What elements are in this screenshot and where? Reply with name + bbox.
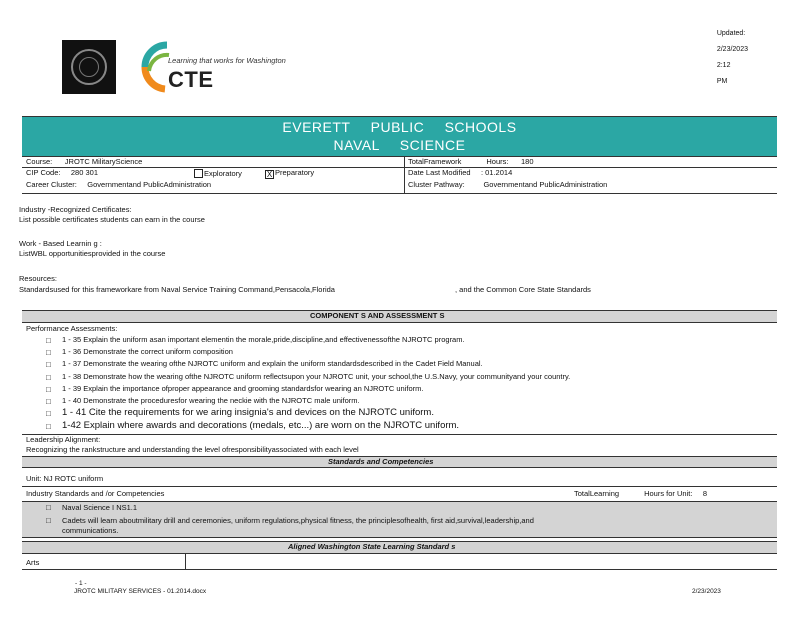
unit-bottom-line (22, 486, 777, 487)
bullet-icon: □ (46, 373, 51, 382)
course-value: JROTC MilitaryScience (64, 157, 143, 166)
date-modified-label: Date Last Modified (408, 168, 471, 177)
updated-label: Updated: (716, 30, 746, 38)
cip-field (26, 169, 98, 178)
hours-label: Hours: (486, 157, 509, 166)
framework-hours-field (408, 158, 534, 167)
updated-date: 2/23/2023 (716, 46, 748, 54)
career-cluster-label: Career Cluster: (26, 180, 77, 189)
cte-tagline: Learning that works for Washington (168, 56, 286, 65)
bullet-icon: □ (46, 422, 51, 431)
exploratory-checkbox[interactable] (194, 169, 203, 178)
preparatory-option[interactable] (265, 169, 314, 179)
assessment-item: 1 - 35 Explain the uniform asan important elementin the morale,pride,discipline,and effectivenessofthe NJROTC program. (62, 335, 465, 344)
date-modified-field (408, 169, 512, 178)
total-learning-hours-field (574, 490, 707, 499)
footer-document-name: JROTC MILITARY SERVICES - 01.2014.docx (74, 588, 207, 595)
assessment-item: 1 - 36 Demonstrate the correct uniform composition (62, 347, 233, 356)
career-cluster-field (26, 181, 211, 190)
aligned-standards-bar (22, 541, 777, 554)
bullet-icon: □ (46, 397, 51, 406)
course-field (26, 158, 142, 167)
banner-title-line1: EVERETT PUBLIC SCHOOLS (282, 119, 517, 135)
naval-science-item: communications. (62, 526, 119, 535)
leadership-text: Recognizing the rankstructure and understanding the level ofresponsibilityassociated with each level (26, 445, 359, 454)
hours-value: 180 (520, 157, 534, 166)
unit-hours-value: 8 (702, 489, 708, 498)
footer-page-number: - 1 - (75, 580, 87, 587)
cluster-pathway-label: Cluster Pathway: (408, 180, 465, 189)
bullet-icon: □ (46, 385, 51, 394)
assessment-item: 1 - 40 Demonstrate the proceduresfor wearing the neckie with the NJROTC male uniform. (62, 396, 360, 405)
leadership-top-line (22, 434, 777, 435)
assessment-item: 1 - 41 Cite the requirements for we aring insignia's and devices on the NJROTC uniform. (62, 407, 434, 418)
leadership-heading: Leadership Alignment: (26, 435, 101, 444)
preparatory-checkbox[interactable]: X (266, 170, 273, 179)
assessment-item: 1-42 Explain where awards and decorations (medals, etc...) are worn on the NJROTC uniform. (62, 420, 460, 431)
title-banner (22, 116, 777, 157)
performance-assessments-heading: Performance Assessments: (26, 324, 118, 333)
bullet-icon: □ (46, 360, 51, 369)
components-assessments-bar (22, 310, 777, 323)
work-based-text: ListWBL opportunitiesprovided in the course (19, 249, 166, 258)
framework-label: TotalFramework (408, 157, 462, 166)
aligned-standards-label: Aligned Washington State Learning Standard s (288, 542, 456, 551)
footer-date: 2/23/2023 (692, 588, 721, 595)
cte-logo (135, 41, 315, 93)
assessment-item: 1 - 39 Explain the importance ofproper appearance and grooming standardsfor wearing an NJROTC uniform. (62, 384, 424, 393)
updated-ampm: PM (716, 78, 728, 86)
standards-competencies-label: Standards and Competencies (328, 457, 434, 466)
bullet-icon: □ (46, 348, 51, 357)
course-label: Course: (26, 157, 53, 166)
industry-certificates-heading: Industry -Recognized Certificates: (19, 205, 132, 214)
naval-science-item: Naval Science I NS1.1 (62, 503, 138, 512)
assessment-item: 1 - 37 Demonstrate the wearing ofthe NJROTC uniform and explain the uniform standardsdescribed in the Cadet Field Manual. (62, 359, 483, 368)
bullet-icon: □ (46, 409, 51, 418)
naval-science-item: Cadets will learn aboutmilitary drill and ceremonies, uniform regulations,physical fitness, the principlesofhealth, first aid,survival,leadership,and (62, 516, 534, 525)
district-seal-logo (62, 40, 116, 94)
exploratory-label: Exploratory (204, 169, 242, 178)
arts-bottom-line (22, 569, 777, 570)
unit-hours-label: Hours for Unit: (644, 489, 693, 498)
cip-label: CIP Code: (26, 168, 61, 177)
career-cluster-value: Governmentand PublicAdministration (87, 180, 212, 189)
industry-certificates-text: List possible certificates students can earn in the course (19, 215, 205, 224)
info-divider (404, 157, 405, 194)
updated-stamp (713, 22, 748, 86)
arts-divider (185, 554, 186, 569)
bullet-icon: □ (46, 503, 51, 512)
work-based-heading: Work - Based Learnin g : (19, 239, 102, 248)
components-assessments-label: COMPONENT S AND ASSESSMENT S (310, 311, 445, 320)
industry-standards-label: Industry Standards and /or Competencies (26, 489, 165, 498)
cip-value: 280 301 (70, 168, 99, 177)
resources-text-b: , and the Common Core State Standards (455, 285, 591, 294)
banner-title-line2: NAVAL SCIENCE (333, 137, 466, 153)
assessment-item: 1 - 38 Demonstrate how the wearing ofthe NJROTC uniform reflectsupon your NJROTC unit, your school,the U.S.Navy, your communityand your country. (62, 372, 571, 381)
date-modified-value: : 01.2014 (480, 168, 513, 177)
cte-wordmark: CTE (168, 67, 214, 92)
info-row-line (22, 167, 777, 168)
bullet-icon: □ (46, 516, 51, 525)
preparatory-label: Preparatory (275, 168, 315, 177)
standards-competencies-bar (22, 456, 777, 468)
total-learning-label: TotalLearning (574, 489, 620, 498)
cluster-pathway-field (408, 181, 607, 190)
unit-label: Unit: NJ ROTC uniform (26, 474, 104, 483)
exploratory-option[interactable] (194, 169, 242, 179)
updated-time: 2:12 (716, 62, 731, 70)
cluster-pathway-value: Governmentand PublicAdministration (483, 180, 608, 189)
arts-label: Arts (26, 558, 40, 567)
resources-heading: Resources: (19, 274, 57, 283)
resources-text-a: Standardsused for this frameworkare from Naval Service Training Command,Pensacola,Florida (19, 285, 335, 294)
bullet-icon: □ (46, 336, 51, 345)
